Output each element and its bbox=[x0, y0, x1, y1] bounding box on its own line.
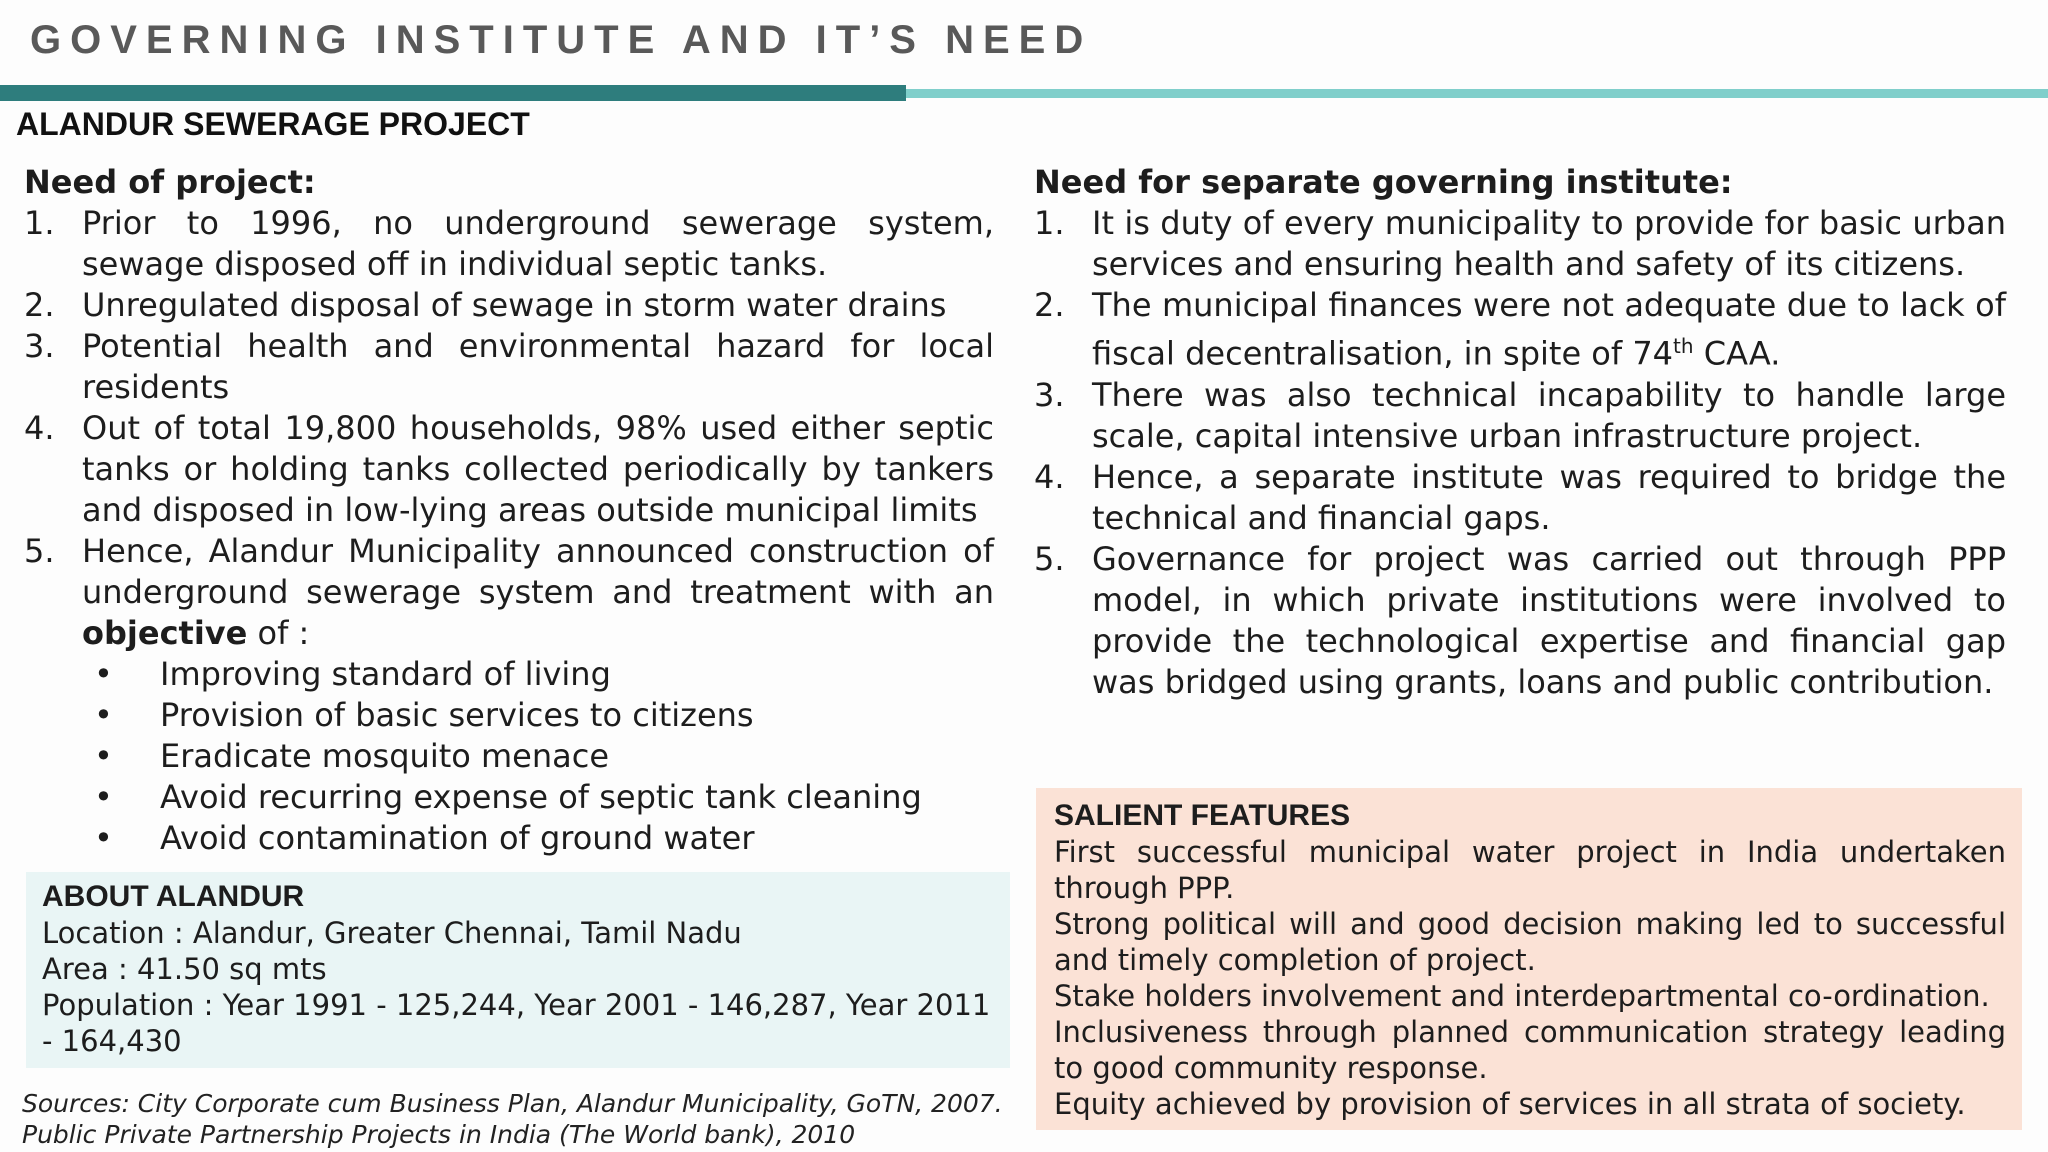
item-number: 4. bbox=[1034, 457, 1065, 496]
superscript: th bbox=[1673, 334, 1694, 358]
list-item bbox=[24, 203, 994, 285]
list-item bbox=[1034, 539, 2006, 703]
item-text bbox=[82, 531, 994, 654]
about-alandur-box bbox=[26, 872, 1010, 1068]
about-line: Area : 41.50 sq mts bbox=[42, 952, 327, 986]
bullet-item bbox=[24, 777, 994, 818]
item-number: 3. bbox=[24, 327, 55, 365]
item-text: Hence, a separate institute was required to bridge the technical and financial gaps. bbox=[1092, 457, 2006, 537]
about-line: Location : Alandur, Greater Chennai, Tamil Nadu bbox=[42, 916, 742, 950]
list-item bbox=[24, 285, 994, 326]
item-text-part: The municipal finances were not adequate due to lack of fiscal decentralisation, in spite of 74 bbox=[1092, 286, 2006, 373]
source-line: Sources: City Corporate cum Business Plan, Alandur Municipality, GoTN, 2007. bbox=[22, 1089, 1003, 1118]
objective-bullet-list bbox=[24, 654, 994, 859]
bullet-text: Improving standard of living bbox=[160, 655, 611, 693]
salient-line: Equity achieved by provision of services in all strata of society. bbox=[1054, 1087, 1966, 1121]
sources-note bbox=[22, 1088, 1003, 1150]
item-number: 3. bbox=[1034, 375, 1065, 414]
salient-line: First successful municipal water project in India undertaken through PPP. bbox=[1054, 835, 2006, 905]
bullet-text: Avoid contamination of ground water bbox=[160, 819, 755, 857]
item-text-part: Hence, Alandur Municipality announced construction of underground sewerage system and treatment with an bbox=[82, 532, 994, 611]
bullet-item bbox=[24, 736, 994, 777]
item-text bbox=[1092, 285, 2006, 375]
list-item bbox=[1034, 285, 2006, 375]
bullet-item bbox=[24, 695, 994, 736]
salient-features-box bbox=[1036, 788, 2022, 1130]
bullet-item bbox=[24, 818, 994, 859]
item-number: 2. bbox=[24, 286, 55, 324]
item-number: 1. bbox=[24, 204, 55, 242]
item-text: It is duty of every municipality to provide for basic urban services and ensuring health and safety of its citizens. bbox=[1092, 204, 2006, 283]
source-line: Public Private Partnership Projects in India (The World bank), 2010 bbox=[22, 1120, 856, 1149]
item-text: Prior to 1996, no underground sewerage system, sewage disposed off in individual septic tanks. bbox=[82, 204, 994, 283]
bullet-text: Avoid recurring expense of septic tank cleaning bbox=[160, 778, 922, 816]
item-number: 1. bbox=[1034, 204, 1065, 242]
item-number: 5. bbox=[1034, 539, 1065, 578]
list-item bbox=[24, 531, 994, 654]
need-of-project-section bbox=[24, 162, 994, 859]
objective-emphasis: objective bbox=[82, 614, 248, 652]
item-text: Governance for project was carried out through PPP model, in which private institutions were involved to provide the technological expertise and financial gap was bridged using grants, loans and public contribution. bbox=[1092, 539, 2006, 701]
bullet-text: Eradicate mosquito menace bbox=[160, 737, 610, 775]
list-item bbox=[1034, 375, 2006, 457]
salient-line: Strong political will and good decision making led to successful and timely completion of project. bbox=[1054, 907, 2006, 977]
list-item bbox=[24, 326, 994, 408]
bullet-icon: • bbox=[94, 655, 113, 693]
slide-title: GOVERNING INSTITUTE AND IT’S NEED bbox=[30, 18, 1093, 62]
need-of-project-heading: Need of project: bbox=[24, 163, 316, 201]
item-number: 4. bbox=[24, 409, 55, 447]
salient-line: Inclusiveness through planned communication strategy leading to good community response. bbox=[1054, 1015, 2006, 1085]
bullet-text: Provision of basic services to citizens bbox=[160, 696, 754, 734]
item-text: There was also technical incapability to handle large scale, capital intensive urban infrastructure project. bbox=[1092, 375, 2006, 455]
item-text: Out of total 19,800 households, 98% used either septic tanks or holding tanks collected periodically by tankers and disposed in low-lying areas outside municipal limits bbox=[82, 409, 994, 529]
item-text: Unregulated disposal of sewage in storm water drains bbox=[82, 286, 947, 324]
about-alandur-heading: ABOUT ALANDUR bbox=[42, 880, 305, 913]
list-item bbox=[1034, 203, 2006, 285]
salient-line: Stake holders involvement and interdepartmental co-ordination. bbox=[1054, 979, 1990, 1013]
governing-institute-heading: Need for separate governing institute: bbox=[1034, 163, 1733, 201]
bullet-icon: • bbox=[94, 778, 113, 816]
item-text-part: of : bbox=[247, 614, 310, 652]
about-line: Population : Year 1991 - 125,244, Year 2001 - 146,287, Year 2011 - 164,430 bbox=[42, 988, 991, 1058]
project-title: ALANDUR SEWERAGE PROJECT bbox=[16, 106, 530, 142]
title-underline-light bbox=[906, 89, 2048, 98]
bullet-icon: • bbox=[94, 737, 113, 775]
governing-institute-section bbox=[1034, 162, 2006, 703]
item-number: 5. bbox=[24, 532, 55, 570]
title-underline-dark bbox=[0, 85, 906, 101]
item-number: 2. bbox=[1034, 286, 1065, 324]
bullet-item bbox=[24, 654, 994, 695]
item-text-part: CAA. bbox=[1693, 334, 1781, 373]
bullet-icon: • bbox=[94, 819, 113, 857]
bullet-icon: • bbox=[94, 696, 113, 734]
salient-features-heading: SALIENT FEATURES bbox=[1054, 799, 1351, 832]
list-item bbox=[24, 408, 994, 531]
item-text: Potential health and environmental hazard for local residents bbox=[82, 327, 994, 406]
list-item bbox=[1034, 457, 2006, 539]
